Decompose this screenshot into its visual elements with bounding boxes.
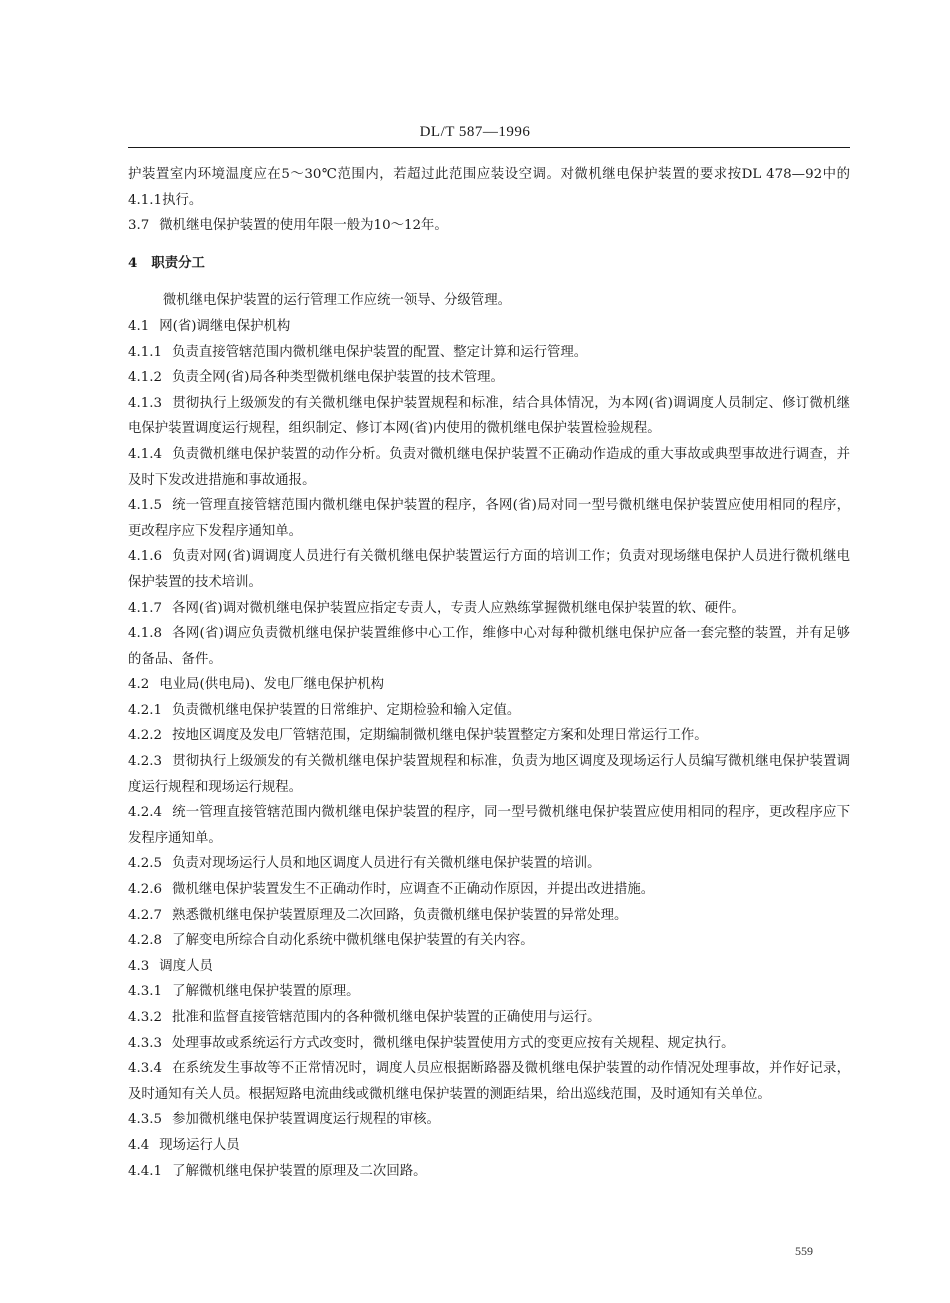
clause-text: 了解微机继电保护装置的原理及二次回路。	[172, 1163, 427, 1179]
clause-text: 负责直接管辖范围内微机继电保护装置的配置、整定计算和运行管理。	[172, 344, 588, 360]
clause-text: 负责全网(省)局各种类型微机继电保护装置的技术管理。	[172, 370, 504, 386]
clause-4-3-1	[128, 979, 850, 1005]
clause-text: 负责微机继电保护装置的动作分析。负责对微机继电保护装置不正确动作造成的重大事故或典型事故进行调查，并及时下发改进措施和事故通报。	[128, 446, 850, 488]
clause-text: 贯彻执行上级颁发的有关微机继电保护装置规程和标准，结合具体情况，为本网(省)调调度人员制定、修订微机继电保护装置调度运行规程，组织制定、修订本网(省)内使用的微机继电保护装置检验规程。	[128, 395, 850, 437]
clause-number: 4.2.6	[128, 882, 163, 898]
clause-4-1-2	[128, 365, 850, 391]
clause-text: 负责微机继电保护装置的日常维护、定期检验和输入定值。	[172, 702, 521, 718]
section-intro: 微机继电保护装置的运行管理工作应统一领导、分级管理。	[162, 293, 511, 309]
clause-number: 4.1	[128, 318, 150, 334]
clause-number: 4.1.5	[128, 498, 163, 514]
clause-number: 4.1.2	[128, 370, 163, 386]
clause-text: 各网(省)调对微机继电保护装置应指定专责人，专责人应熟练掌握微机继电保护装置的软、硬件。	[172, 600, 745, 616]
clause-number: 4.2.5	[128, 856, 163, 872]
clause-text: 在系统发生事故等不正常情况时，调度人员应根据断路器及微机继电保护装置的动作情况处理事故，并作好记录，及时通知有关人员。根据短路电流曲线或微机继电保护装置的测距结果，给出巡线范围，及时通知有关单位。	[128, 1061, 850, 1102]
clause-number: 4.2.3	[128, 754, 163, 770]
clause-text: 各网(省)调应负责微机继电保护装置维修中心工作，维修中心对每种微机继电保护应备一套完整的装置，并有足够的备品、备件。	[128, 626, 850, 667]
clause-number: 4.1.7	[128, 600, 163, 616]
clause-text: 贯彻执行上级颁发的有关微机继电保护装置规程和标准，负责为地区调度及现场运行人员编写微机继电保护装置调度运行规程和现场运行规程。	[128, 754, 850, 795]
clause-4-3-5	[128, 1107, 850, 1133]
page-body	[128, 162, 850, 1184]
clause-4-1-3	[128, 391, 850, 442]
clause-text: 参加微机继电保护装置调度运行规程的审核。	[172, 1112, 440, 1128]
clause-text: 负责对现场运行人员和地区调度人员进行有关微机继电保护装置的培训。	[172, 856, 601, 872]
clause-number: 4.1.3	[128, 395, 163, 411]
clause-number: 4.3.2	[128, 1010, 163, 1025]
clause-4-2	[128, 672, 850, 698]
clause-4-2-8	[128, 928, 850, 954]
clause-number: 4.1.1	[128, 344, 163, 360]
clause-4-1-1	[128, 340, 850, 366]
clause-number: 4.2.7	[128, 907, 163, 923]
clause-text: 电业局(供电局)、发电厂继电保护机构	[159, 677, 384, 693]
clause-3-7: 3.7 微机继电保护装置的使用年限一般为10～12年。	[128, 218, 448, 234]
clause-number: 4.3	[128, 958, 150, 974]
clause-4-2-3	[128, 749, 850, 800]
clause-number: 4.1.8	[128, 626, 163, 642]
clause-4-2-2	[128, 723, 850, 749]
clause-text: 统一管理直接管辖范围内微机继电保护装置的程序，各网(省)局对同一型号微机继电保护装置应使用相同的程序，更改程序应下发程序通知单。	[128, 498, 850, 539]
clause-text: 调度人员	[159, 958, 213, 974]
clause-text: 现场运行人员	[159, 1137, 240, 1153]
clause-number: 4.3.1	[128, 984, 163, 1000]
clause-number: 4.3.4	[128, 1061, 163, 1077]
clause-text: 按地区调度及发电厂管辖范围，定期编制微机继电保护装置整定方案和处理日常运行工作。	[172, 728, 708, 744]
clause-4-1-8	[128, 621, 850, 672]
clause-number: 4.4.1	[128, 1163, 163, 1179]
clause-text: 了解变电所综合自动化系统中微机继电保护装置的有关内容。	[172, 933, 534, 949]
clause-text: 了解微机继电保护装置的原理。	[172, 984, 360, 1000]
header-rule	[128, 147, 850, 148]
clause-4-3-4	[128, 1056, 850, 1107]
clause-4-1-5	[128, 493, 850, 544]
clause-number: 4.3.3	[128, 1035, 163, 1051]
clause-4-1	[128, 314, 850, 340]
clause-number: 4.2.2	[128, 728, 163, 744]
clause-4-2-5	[128, 851, 850, 877]
clause-4-2-1	[128, 698, 850, 724]
clause-4-2-7	[128, 903, 850, 929]
clause-4-1-6	[128, 544, 850, 595]
clause-4-2-6	[128, 877, 850, 903]
clause-4-1-7	[128, 596, 850, 622]
document-code-header: DL/T 587—1996	[419, 124, 531, 140]
clause-text: 处理事故或系统运行方式改变时，微机继电保护装置使用方式的变更应按有关规程、规定执行。	[172, 1035, 735, 1051]
clause-4-2-4	[128, 800, 850, 851]
clause-number: 4.2.4	[128, 805, 163, 821]
clause-4-1-4	[128, 442, 850, 493]
clause-text: 网(省)调继电保护机构	[159, 318, 291, 334]
clause-4-3	[128, 954, 850, 980]
clause-number: 4.2.8	[128, 933, 163, 949]
section-heading: 4 职责分工	[128, 254, 205, 271]
continued-paragraph: 护装置室内环境温度应在5～30℃范围内，若超过此范围应装设空调。对微机继电保护装置的要求按DL 478—92中的4.1.1执行。	[128, 167, 850, 208]
clause-number: 4.2	[128, 677, 150, 693]
clause-number: 4.3.5	[128, 1112, 163, 1128]
clause-4-4	[128, 1133, 850, 1159]
clause-text: 熟悉微机继电保护装置原理及二次回路，负责微机继电保护装置的异常处理。	[172, 907, 628, 923]
clause-list	[128, 314, 850, 1184]
page-number: 559	[795, 1244, 813, 1258]
clause-4-3-3	[128, 1031, 850, 1057]
clause-4-4-1	[128, 1159, 850, 1185]
clause-number: 4.1.4	[128, 446, 163, 462]
clause-text: 统一管理直接管辖范围内微机继电保护装置的程序，同一型号微机继电保护装置应使用相同的程序，更改程序应下发程序通知单。	[128, 805, 850, 846]
clause-text: 负责对网(省)调调度人员进行有关微机继电保护装置运行方面的培训工作；负责对现场继电保护人员进行微机继电保护装置的技术培训。	[128, 549, 850, 590]
clause-number: 4.2.1	[128, 702, 163, 718]
clause-4-3-2	[128, 1005, 850, 1031]
clause-number: 4.4	[128, 1137, 150, 1153]
clause-text: 批准和监督直接管辖范围内的各种微机继电保护装置的正确使用与运行。	[172, 1010, 601, 1025]
clause-number: 4.1.6	[128, 549, 163, 565]
clause-text: 微机继电保护装置发生不正确动作时，应调查不正确动作原因，并提出改进措施。	[172, 882, 655, 898]
